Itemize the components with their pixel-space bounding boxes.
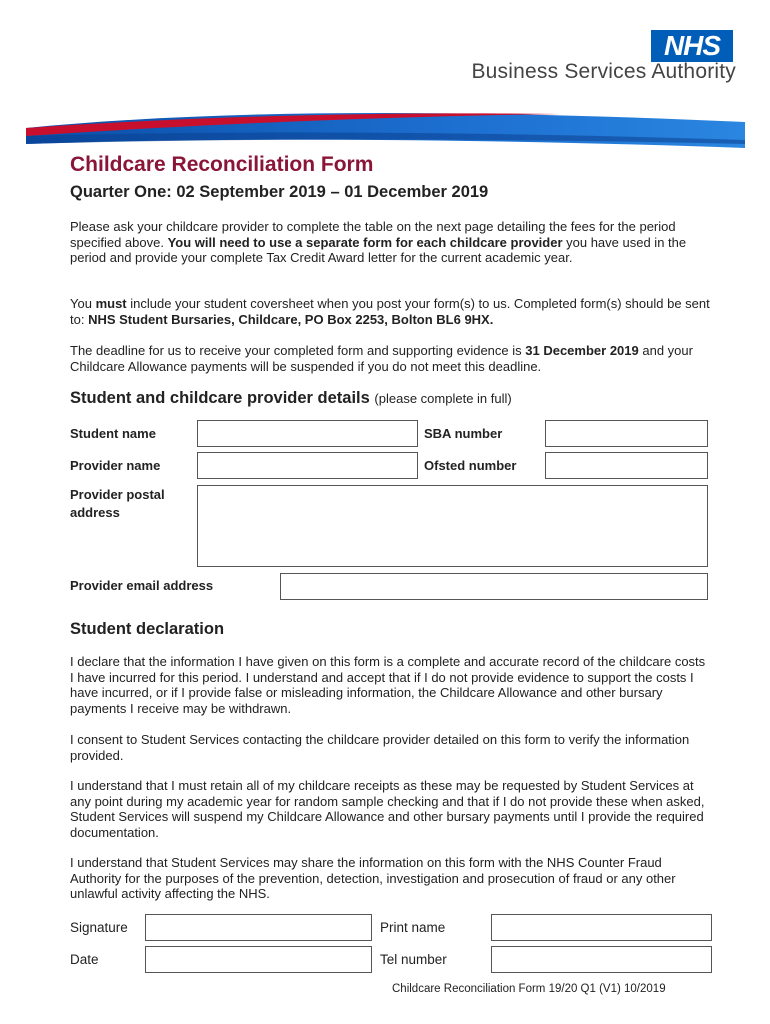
- provider-address-label: Provider postal address: [70, 487, 165, 520]
- date-label: Date: [70, 952, 99, 967]
- provider-email-field[interactable]: [280, 573, 708, 600]
- form-title: Childcare Reconciliation Form: [70, 153, 374, 176]
- signature-label: Signature: [70, 920, 128, 935]
- tel-number-label: Tel number: [380, 952, 447, 967]
- provider-email-label: Provider email address: [70, 578, 214, 593]
- declaration-paragraph-4: I understand that Student Services may share the information on this form with the NHS Counter Fraud Authority for the purposes of the prevention, detection, investigation and prosecution of fraud or any other unlawful activity affecting the NHS.: [70, 855, 676, 902]
- signature-field[interactable]: [145, 914, 372, 941]
- declaration-heading: Student declaration: [70, 620, 225, 638]
- declaration-paragraph-3: I understand that I must retain all of my childcare receipts as these may be requested by Student Services at any point during my academic year for random sample checking and that if I do not provide these when asked, Student Services will suspend my Childcare Allowance and other bursary payments until I provide the required documentation.: [70, 778, 705, 840]
- nhs-logo: NHS: [651, 30, 733, 62]
- tel-number-field[interactable]: [491, 946, 712, 973]
- form-subtitle: Quarter One: 02 September 2019 – 01 December 2019: [70, 183, 489, 201]
- details-heading: Student and childcare provider details (please complete in full): [70, 389, 512, 407]
- intro-paragraph-2: You must include your student coversheet when you post your form(s) to us. Completed form(s) should be sent to: NHS Student Bursaries, Childcare, PO Box 2253, Bolton BL6 9HX.: [70, 296, 710, 327]
- provider-name-label: Provider name: [70, 458, 161, 473]
- intro-paragraph-1: Please ask your childcare provider to complete the table on the next page detailing the fees for the period specified above. You will need to use a separate form for each childcare provider you have used in the period and provide your complete Tax Credit Award letter for the current academic year.: [70, 219, 687, 266]
- student-name-field[interactable]: [197, 420, 418, 447]
- date-field[interactable]: [145, 946, 372, 973]
- details-heading-note: (please complete in full): [374, 391, 512, 406]
- student-name-label: Student name: [70, 426, 156, 441]
- header-swoosh-band: [0, 110, 770, 150]
- ofsted-number-label: Ofsted number: [424, 458, 517, 473]
- ofsted-number-field[interactable]: [545, 452, 708, 479]
- organisation-name: Business Services Authority: [471, 60, 736, 83]
- sba-number-label: SBA number: [424, 426, 503, 441]
- declaration-paragraph-2: I consent to Student Services contacting the childcare provider detailed on this form to verify the information provided.: [70, 732, 690, 763]
- declaration-paragraph-1: I declare that the information I have given on this form is a complete and accurate record of the childcare costs I have incurred for this period. I understand and accept that if I do not provide evidence to support the costs I have incurred, or if I provide false or misleading information, the Childcare Allowance and other bursary payments I receive may be withdrawn.: [70, 654, 706, 716]
- print-name-field[interactable]: [491, 914, 712, 941]
- print-name-label: Print name: [380, 920, 446, 935]
- provider-name-field[interactable]: [197, 452, 418, 479]
- intro-paragraph-3: The deadline for us to receive your completed form and supporting evidence is 31 December 2019 and your Childcare Allowance payments will be suspended if you do not meet this deadline.: [70, 343, 693, 374]
- provider-address-field[interactable]: [197, 485, 708, 567]
- form-reference-footer: Childcare Reconciliation Form 19/20 Q1 (V1) 10/2019: [392, 983, 666, 995]
- sba-number-field[interactable]: [545, 420, 708, 447]
